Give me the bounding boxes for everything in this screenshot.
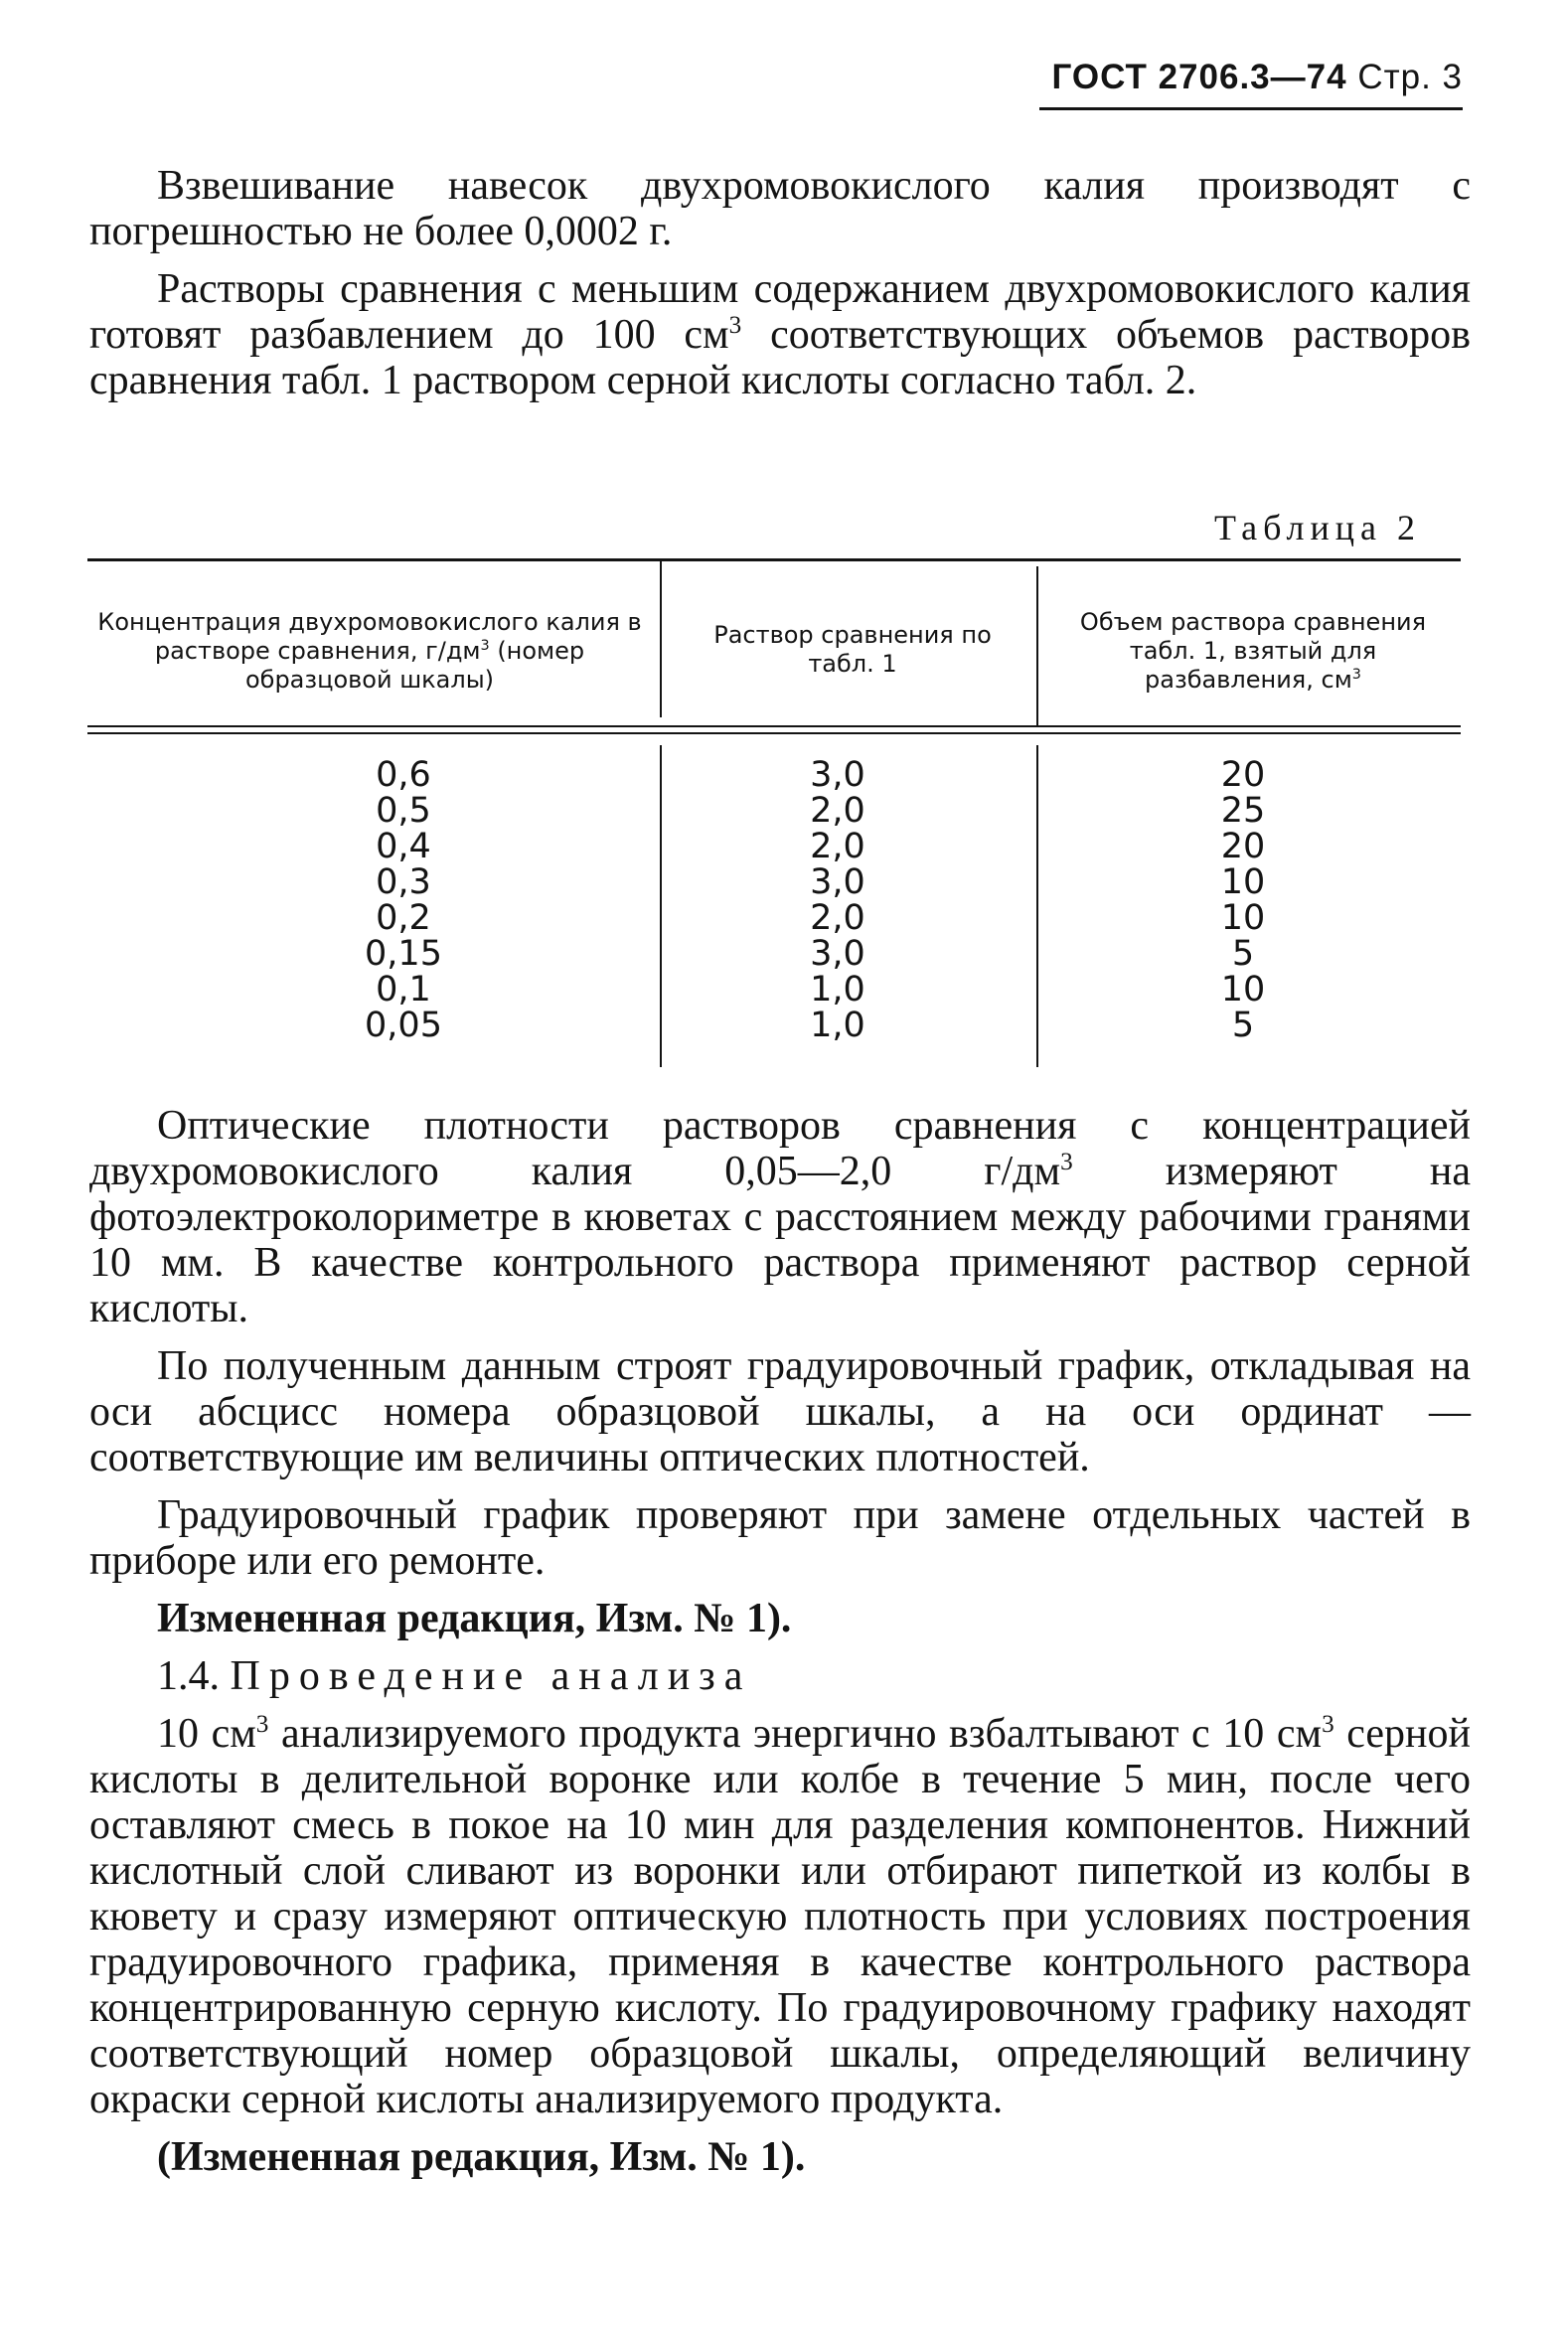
table-header-rule-double: [87, 732, 1461, 734]
table-cell: 0,6: [376, 755, 431, 795]
table-cell: 5: [1231, 1006, 1255, 1045]
table-cell: 0,2: [376, 898, 431, 938]
table-cell: 0,4: [376, 827, 431, 866]
table-cell: 10: [1220, 970, 1266, 1010]
table-cell: 3,0: [810, 934, 865, 974]
paragraph-weighing: Взвешивание навесок двухромовокислого калия производят с погрешностью не более 0,0002 г.: [89, 163, 1471, 254]
table-cell: 20: [1220, 755, 1266, 795]
table-cell: 1,0: [810, 1006, 865, 1045]
column-reference-solution: [778, 757, 897, 1043]
table-cell: 2,0: [810, 827, 865, 866]
table-cell: 0,5: [376, 791, 431, 831]
section-heading: 1.4. Проведение анализа: [157, 1653, 752, 1699]
column-concentration: [334, 757, 473, 1043]
table-cell: 20: [1220, 827, 1266, 866]
table-cell: 25: [1220, 791, 1266, 831]
column-volume: [1193, 757, 1293, 1043]
table-cell: 1,0: [810, 970, 865, 1010]
table-cell: 3,0: [810, 862, 865, 902]
table-header-rule: [87, 725, 1461, 727]
column-divider: [1036, 566, 1038, 725]
table-cell: 2,0: [810, 791, 865, 831]
table-cell: 0,05: [365, 1006, 442, 1045]
paragraph-analysis: 10 $см^3$ анализируемого продукта энергично взбалтывают с 10 $см^3$ серной кислоты в делительной воронке или колбе в течение 5 мин, после чего оставляют смесь в покое на 10 мин для разделения компонентов. Нижний кислотный слой сливают из воронки или отбирают пипеткой из колбы в кювету и сразу измеряют оптическую плотность при условиях построения градуировочного графика, применяя в качестве контрольного раствора концентрированную серную кислоту. По градуировочному графику находят соответствующий номер образцовой шкалы, определяющий величину окраски серной кислоты анализируемого продукта.: [89, 1711, 1471, 2122]
table-cell: 2,0: [810, 898, 865, 938]
table-cell: 0,1: [376, 970, 431, 1010]
table-cell: 3,0: [810, 755, 865, 795]
table-cell: 10: [1220, 862, 1266, 902]
change-note: (Измененная редакция, Изм. № 1).: [157, 2134, 806, 2180]
section-title: Проведение анализа: [230, 1653, 752, 1699]
table-2: [87, 558, 1461, 1067]
main-text: [89, 1103, 1471, 2192]
paragraph-dilution: Растворы сравнения с меньшим содержанием двухромовокислого калия готовят разбавлением до 100 $см^3$ соответствующих объемов растворов сравнения табл. 1 раствором серной кислоты согласно табл. 2.: [89, 266, 1471, 403]
header-rule: [1039, 107, 1463, 110]
paragraph-optical-density: Оптические плотности растворов сравнения с концентрацией двухромовокислого калия 0,05—2,0 $г/дм^3$ измеряют на фотоэлектроколориметре в кюветах с расстоянием между рабочими гранями 10 мм. В качестве контрольного раствора применяют раствор серной кислоты.: [89, 1103, 1471, 1331]
table-cell: 10: [1220, 898, 1266, 938]
column-divider: [660, 558, 662, 717]
column-divider: [1036, 745, 1038, 1067]
page-header: [1039, 58, 1463, 97]
column-divider: [660, 745, 662, 1067]
table-top-rule: [87, 558, 1461, 561]
change-note: Измененная редакция, Изм. № 1).: [157, 1596, 792, 1641]
header-volume: Объем раствора сравнения табл. 1, взятый для разбавления, $см^3$: [1079, 608, 1427, 694]
header-concentration: Концентрация двухромовокислого калия в растворе сравнения, $г/дм^3$ (номер образцовой шкалы): [97, 608, 642, 694]
paragraph-graph-check: Градуировочный график проверяют при замене отдельных частей в приборе или его ремонте.: [89, 1492, 1471, 1584]
table-cell: 5: [1231, 934, 1255, 974]
table-cell: 0,15: [365, 934, 442, 974]
intro-text: [89, 163, 1471, 415]
page-number: Стр. 3: [1357, 58, 1463, 96]
paragraph-calibration-graph: По полученным данным строят градуировочный график, откладывая на оси абсцисс номера образцовой шкалы, а на оси ординат — соответствующие им величины оптических плотностей.: [89, 1343, 1471, 1480]
table-caption: Таблица 2: [1214, 508, 1421, 547]
standard-number: ГОСТ 2706.3—74: [1051, 58, 1347, 96]
header-reference-solution: Раствор сравнения по табл. 1: [713, 621, 992, 678]
table-cell: 0,3: [376, 862, 431, 902]
